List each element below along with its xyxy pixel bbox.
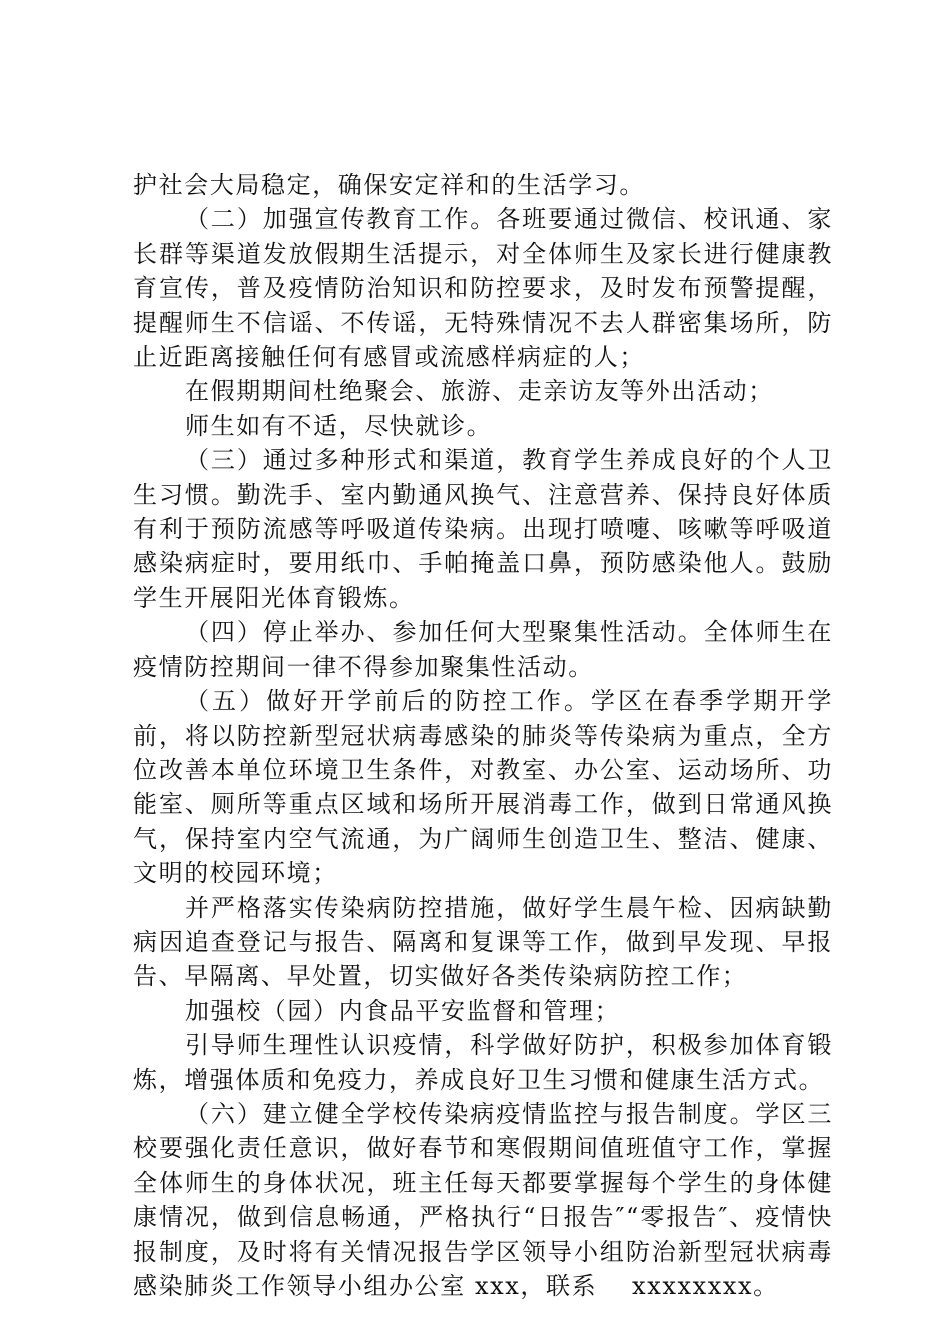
paragraph-section-4: （四）停止举办、参加任何大型聚集性活动。全体师生在疫情防控期间一律不得参加聚集性活动。 [133,618,833,681]
body-text [133,168,833,1303]
paragraph-control-measures: 并严格落实传染病防控措施，做好学生晨午检、因病缺勤病因追查登记与报告、隔离和复课等工作，做到早发现、早报告、早隔离、早处置，切实做好各类传染病防控工作； [133,893,833,991]
paragraph-section-6: （六）建立健全学校传染病疫情监控与报告制度。学区三校要强化责任意识，做好春节和寒假期间值班值守工作，掌握全体师生的身体状况，班主任每天都要掌握每个学生的身体健康情况，做到信息畅通，严格执行“日报告″“零报告″、疫情快报制度，及时将有关情况报告学区领导小组防治新型冠状病毒感染肺炎工作领导小组办公室 xxx，联系 xxxxxxxx。 [133,1099,833,1300]
paragraph-holiday-activities: 在假期期间杜绝聚会、旅游、走亲访友等外出活动； [185,377,774,406]
paragraph-section-2: （二）加强宣传教育工作。各班要通过微信、校讯通、家长群等渠道发放假期生活提示，对全体师生及家长进行健康教育宣传，普及疫情防治知识和防控要求，及时发布预警提醒，提醒师生不信谣、不传谣，无特殊情况不去人群密集场所，防止近距离接触任何有感冒或流感样病症的人； [133,205,833,372]
paragraph-seek-treatment: 师生如有不适，尽快就诊。 [185,411,493,440]
paragraph-section-3: （三）通过多种形式和渠道，教育学生养成良好的个人卫生习惯。勤洗手、室内勤通风换气、注意营养、保持良好体质有利于预防流感等呼吸道传染病。出现打喷嚏、咳嗽等呼吸道感染病症时，要用纸巾、手帕掩盖口鼻，预防感染他人。鼓励学生开展阳光体育锻炼。 [133,446,833,612]
paragraph-section-5: （五）做好开学前后的防控工作。学区在春季学期开学前，将以防控新型冠状病毒感染的肺炎等传染病为重点，全方位改善本单位环境卫生条件，对教室、办公室、运动场所、功能室、厕所等重点区域和场所开展消毒工作，做到日常通风换气，保持室内空气流通，为广阔师生创造卫生、整洁、健康、文明的校园环境； [133,687,833,888]
paragraph-food-safety: 加强校（园）内食品平安监督和管理； [185,996,621,1025]
paragraph-continuation: 护社会大局稳定，确保安定祥和的生活学习。 [133,171,645,199]
paragraph-guidance: 引导师生理性认识疫情，科学做好防护，积极参加体育锻炼，增强体质和免疫力，养成良好卫生习惯和健康生活方式。 [133,1031,833,1094]
